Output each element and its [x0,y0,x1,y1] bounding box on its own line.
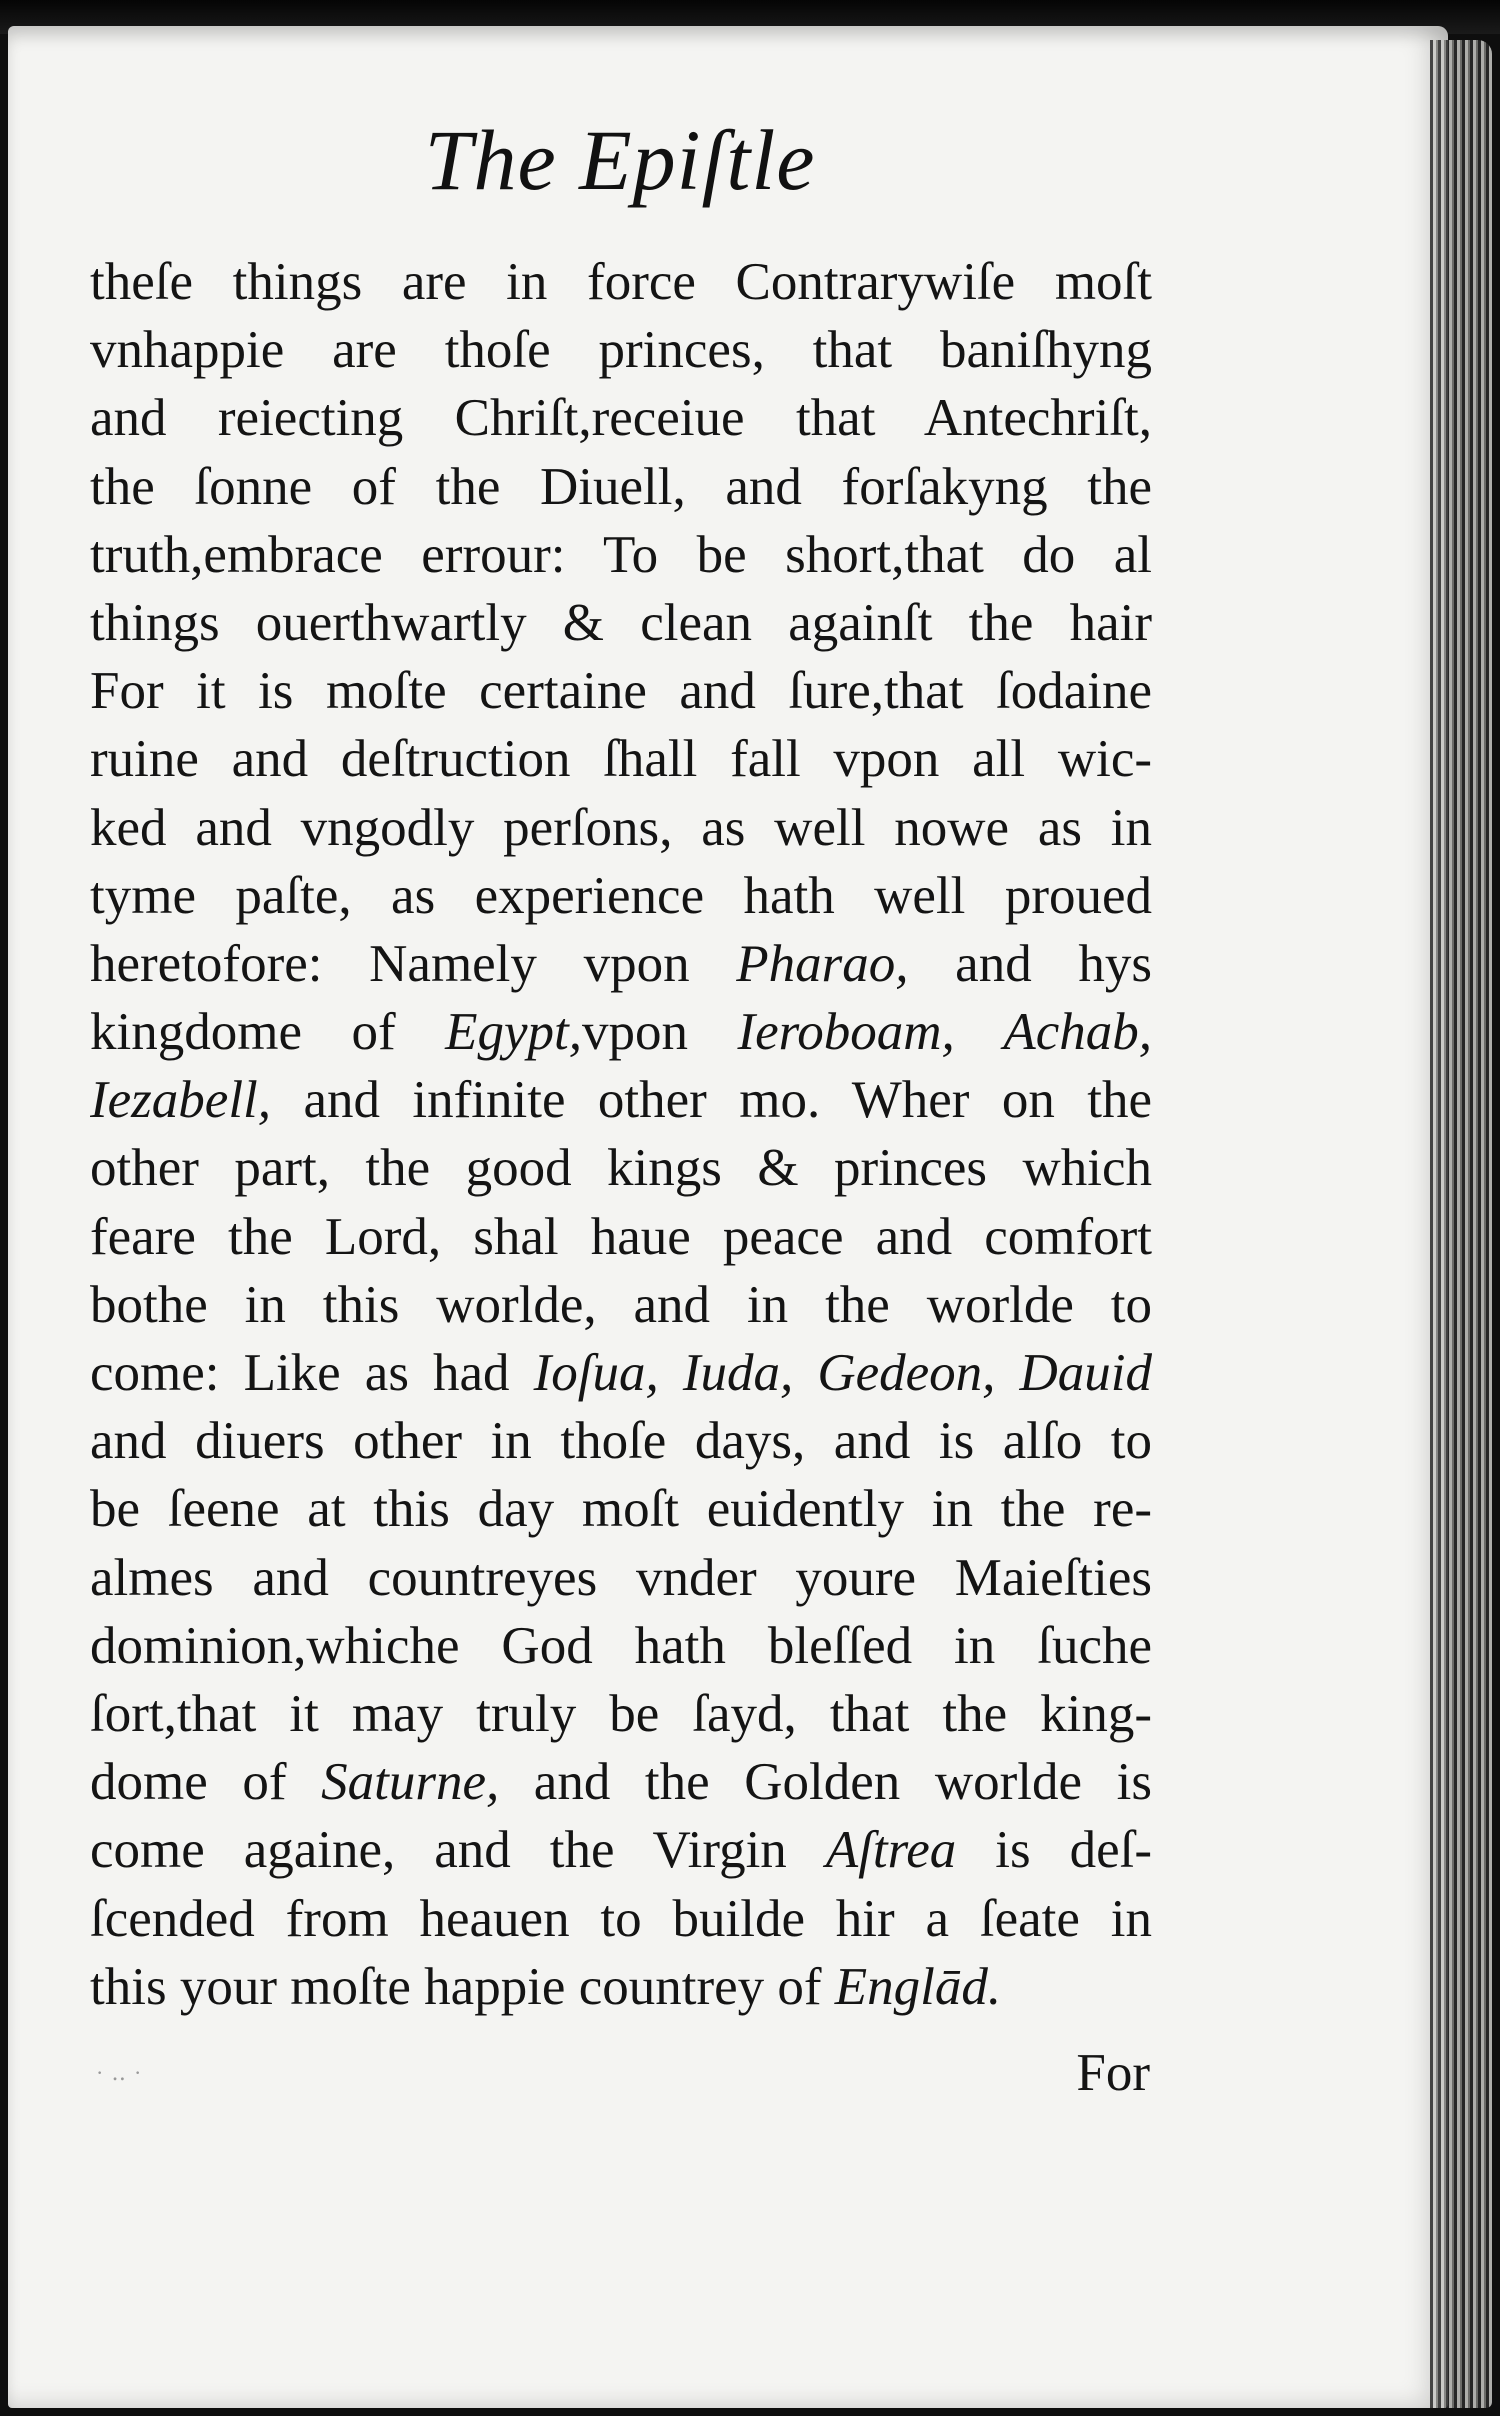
text-line [90,1748,1152,1816]
text-line [90,1544,1152,1612]
text-line [90,1339,1152,1407]
text-segment: vnhappie are thoſe princes, that baniſhyng [90,321,1152,380]
text-line [90,453,1152,521]
text-line [90,1816,1152,1884]
text-line [90,794,1152,862]
text-segment: be ſeene at this day moſt euidently in the re- [90,1480,1152,1539]
text-segment: this your moſte happie countrey of [90,1957,835,2016]
text-segment: and infinite other mo. Wher on the [271,1071,1152,1130]
text-line [90,1885,1152,1953]
text-line [90,1203,1152,1271]
text-line [90,521,1152,589]
text-segment: the ſonne of the Diuell, and forſakyng the [90,457,1152,516]
italic-name: Englād. [834,1957,1002,2016]
text-segment: ſcended from heauen to builde hir a ſeate in [90,1889,1152,1948]
italic-name: Aſtrea [825,1821,957,1880]
text-segment: come againe, and the Virgin [90,1821,826,1880]
italic-name: Ieroboam, Achab, [737,1003,1152,1062]
text-line [90,1475,1152,1543]
catchword: For [1076,2044,1150,2102]
italic-name: Ioſua, Iuda, Gedeon, Dauid [533,1344,1152,1402]
text-segment: ſort,that it may truly be ſayd, that the king- [90,1684,1152,1743]
text-segment: other part, the good kings & princes which [90,1139,1152,1198]
text-segment: is deſ- [956,1821,1152,1880]
text-line [90,930,1152,998]
text-segment: and hys [908,934,1152,993]
text-segment: truth,embrace errour: To be short,that do al [90,525,1152,584]
text-segment: heretofore: Namely vpon [90,934,737,993]
text-segment: and the Golden worlde is [499,1753,1152,1812]
text-line [90,1271,1152,1339]
text-line [90,725,1152,793]
text-line [90,1134,1152,1202]
text-segment: and diuers other in thoſe days, and is alſo to [90,1412,1152,1471]
text-segment: ked and vngodly perſons, as well nowe as in [90,798,1152,857]
text-segment: bothe in this worlde, and in the worlde to [90,1275,1152,1334]
text-segment: tyme paſte, as experience hath well proued [90,866,1152,925]
text-segment: kingdome of [90,1003,446,1062]
text-line [90,1680,1152,1748]
text-line [90,1612,1152,1680]
text-segment: things ouerthwartly & clean againſt the hair [90,593,1152,652]
body-text [90,248,1152,2021]
text-line [90,1953,1152,2021]
text-segment: feare the Lord, shal haue peace and comfort [90,1207,1152,1266]
text-segment: dome of [90,1753,322,1812]
text-segment: vpon [581,1003,738,1062]
italic-name: Iezabell, [90,1071,272,1130]
text-segment: and reiecting Chriſt,receiue that Antechriſt, [90,389,1152,448]
text-line [90,589,1152,657]
text-line [90,1407,1152,1475]
text-line [90,862,1152,930]
text-segment: theſe things are in force Contrarywiſe moſt [90,253,1152,311]
text-line [90,657,1152,725]
italic-name: Egypt, [445,1003,582,1062]
text-segment: come: Like as had [90,1344,534,1402]
page-fore-edge [1430,40,1492,2408]
text-segment: dominion,whiche God hath bleſſed in ſuche [90,1616,1152,1675]
italic-name: Saturne, [321,1753,500,1812]
text-segment: For it is moſte certaine and ſure,that ſodaine [90,662,1152,721]
text-line [90,998,1152,1066]
text-line [90,316,1152,384]
text-segment: ruine and deſtruction ſhall fall vpon all wic- [90,730,1152,789]
text-line [90,384,1152,452]
running-head: The Epiſtle [424,112,816,208]
ink-smudge: ·‥· [96,2060,150,2085]
text-line [90,248,1152,316]
italic-name: Pharao, [736,934,909,993]
text-line [90,1066,1152,1134]
text-segment: almes and countreyes vnder youre Maieſties [90,1548,1152,1607]
